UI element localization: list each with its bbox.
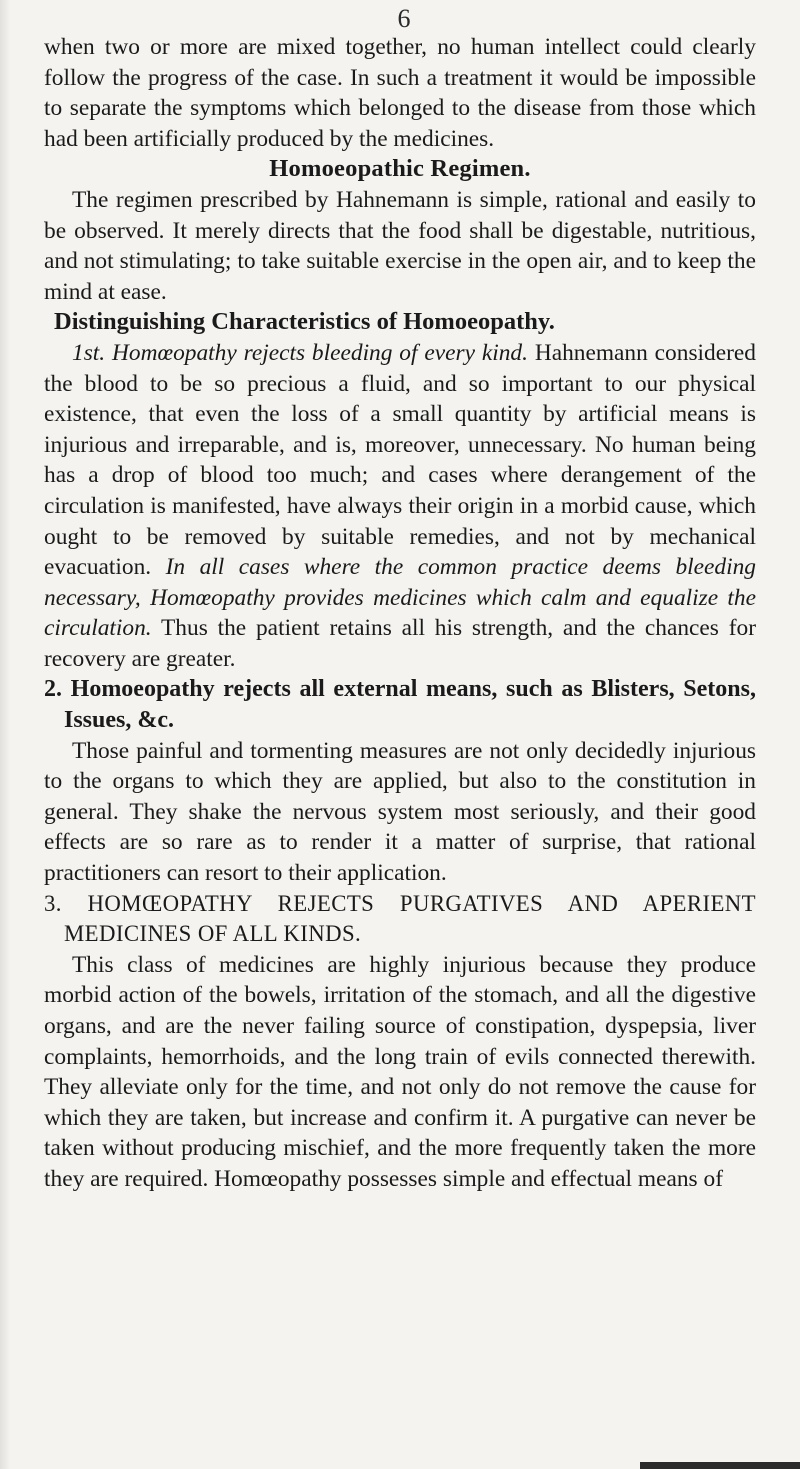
first-characteristic-emphasis: In all cases where the common practice deems bleeding necessary, Homœopathy provides medicines which calm and equalize the circulation. <box>44 554 756 642</box>
first-characteristic-text: Hahnemann considered the blood to be so precious a fluid, and so important to our physical existence, that even the loss of a small quantity by artificial means is injurious and irreparable, and is, moreover, unnecessary. No human being has a drop of blood too much; and cases where derangement of the circulation is manifested, have always their origin in a morbid cause, which ought to be removed by suitable remedies, and not by mechanical evacuation. <box>44 339 756 581</box>
first-characteristic-paragraph <box>44 338 756 675</box>
characteristics-heading: Distinguishing Characteristics of Homoeopathy. <box>54 308 555 336</box>
opening-paragraph: when two or more are mixed together, no human intellect could clearly follow the progress of the case. In such a treatment it would be impossible to separate the symptoms which belonged to the disease from those which had been artificially produced by the medicines. <box>44 34 756 152</box>
gutter-shadow <box>0 0 10 1469</box>
page-number: 6 <box>397 4 411 33</box>
second-characteristic-paragraph: Those painful and tormenting measures are not only decidedly injurious to the organs to which they are applied, but also to the constitution in general. They shake the nervous system most seriously, and their good effects are so rare as to render it a matter of surprise, that rational practitioners can resort to their application. <box>44 737 756 887</box>
first-characteristic-closing: Thus the patient retains all his strength, and the chances for recovery are greater. <box>44 615 756 672</box>
regimen-heading: Homoeopathic Regimen. <box>269 155 531 183</box>
regimen-paragraph: The regimen prescribed by Hahnemann is simple, rational and easily to be observed. It merely directs that the food shall be digestable, nutritious, and not stimulating; to take suitable exercise in the open air, and to keep the mind at ease. <box>44 186 756 305</box>
first-characteristic-label: 1st. Homœopathy rejects bleeding of every kind. <box>72 339 528 366</box>
third-characteristic-heading: 3. HOMŒOPATHY REJECTS PURGATIVES AND APERIENT MEDICINES OF ALL KINDS. <box>44 890 756 947</box>
second-characteristic-heading: 2. Homoeopathy rejects all external means, such as Blisters, Setons, Issues, &c. <box>44 676 756 734</box>
bottom-edge-mark <box>640 1462 800 1469</box>
third-characteristic-paragraph: This class of medicines are highly injurious because they produce morbid action of the bowels, irritation of the stomach, and all the digestive organs, and are the never failing source of constipation, dyspepsia, liver complaints, hemorrhoids, and the long train of evils connected therewith. They alleviate only for the time, and not only do not remove the cause for which they are taken, but increase and confirm it. A purgative can never be taken without producing mischief, and the more frequently taken the more they are required. Homœopathy possesses simple and effectual means of <box>44 951 756 1192</box>
page-body <box>44 32 756 1195</box>
